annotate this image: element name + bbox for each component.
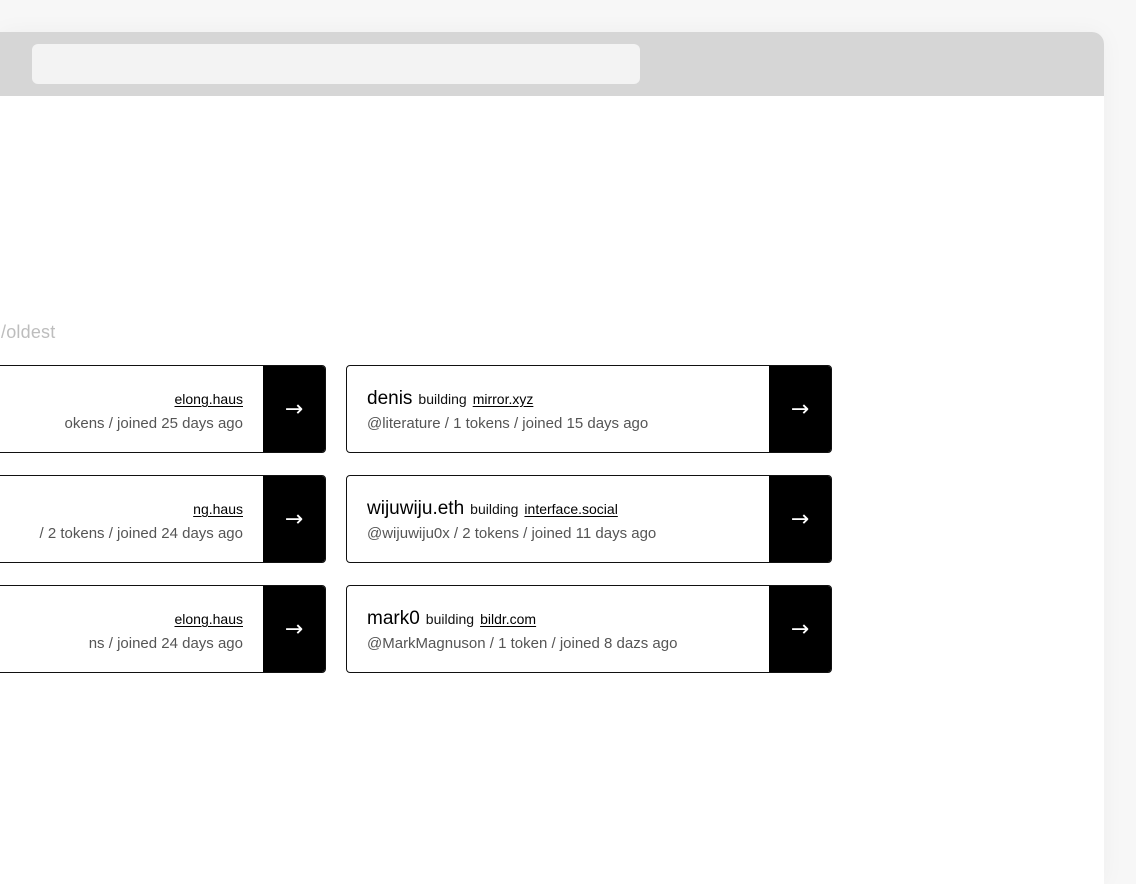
arrow-right-icon: → <box>284 396 304 422</box>
card-body <box>367 388 751 434</box>
open-profile-button[interactable] <box>263 476 325 562</box>
arrow-right-icon: → <box>284 506 304 532</box>
builder-card[interactable] <box>0 585 326 673</box>
username: wijuwiju.eth <box>367 498 465 519</box>
card-meta: okens / joined 25 days ago <box>64 415 243 432</box>
project-link[interactable]: elong.haus <box>174 611 243 627</box>
open-profile-button[interactable] <box>769 366 831 452</box>
card-body <box>65 388 243 434</box>
card-meta: @wijuwiju0x / 2 tokens / joined 11 days ago <box>367 525 657 542</box>
card-meta: ns / joined 24 days ago <box>88 635 243 652</box>
builder-card[interactable] <box>0 475 326 563</box>
project-link[interactable]: bildr.com <box>480 611 537 627</box>
builder-card[interactable] <box>346 585 832 673</box>
building-label: building <box>425 611 475 627</box>
project-link[interactable]: interface.social <box>524 501 618 517</box>
username: mark0 <box>367 608 420 629</box>
building-label: building <box>470 501 519 517</box>
builder-card[interactable] <box>346 475 832 563</box>
arrow-right-icon: → <box>790 396 810 422</box>
card-meta: / 2 tokens / joined 24 days ago <box>39 525 243 542</box>
arrow-right-icon: → <box>790 616 810 642</box>
sort-options <box>0 322 55 343</box>
card-body <box>367 608 751 654</box>
username: denis <box>367 388 413 409</box>
card-body <box>40 498 243 544</box>
builder-card[interactable] <box>0 365 326 453</box>
browser-window <box>0 32 1104 884</box>
project-link[interactable]: ng.haus <box>193 501 243 517</box>
building-label: building <box>418 391 467 407</box>
project-link[interactable]: mirror.xyz <box>472 391 534 407</box>
arrow-right-icon: → <box>790 506 810 532</box>
arrow-right-icon: → <box>284 616 304 642</box>
card-meta: @MarkMagnuson / 1 token / joined 8 dazs ago <box>367 635 678 652</box>
open-profile-button[interactable] <box>769 586 831 672</box>
browser-titlebar <box>0 32 1104 96</box>
open-profile-button[interactable] <box>769 476 831 562</box>
open-profile-button[interactable] <box>263 586 325 672</box>
card-body <box>367 498 751 544</box>
project-link[interactable]: elong.haus <box>174 391 243 407</box>
address-bar[interactable] <box>32 44 640 84</box>
card-meta: @literature / 1 tokens / joined 15 days ago <box>367 415 649 432</box>
builder-card[interactable] <box>346 365 832 453</box>
open-profile-button[interactable] <box>263 366 325 452</box>
card-body <box>89 608 243 654</box>
sort-oldest[interactable]: /oldest <box>1 322 56 342</box>
